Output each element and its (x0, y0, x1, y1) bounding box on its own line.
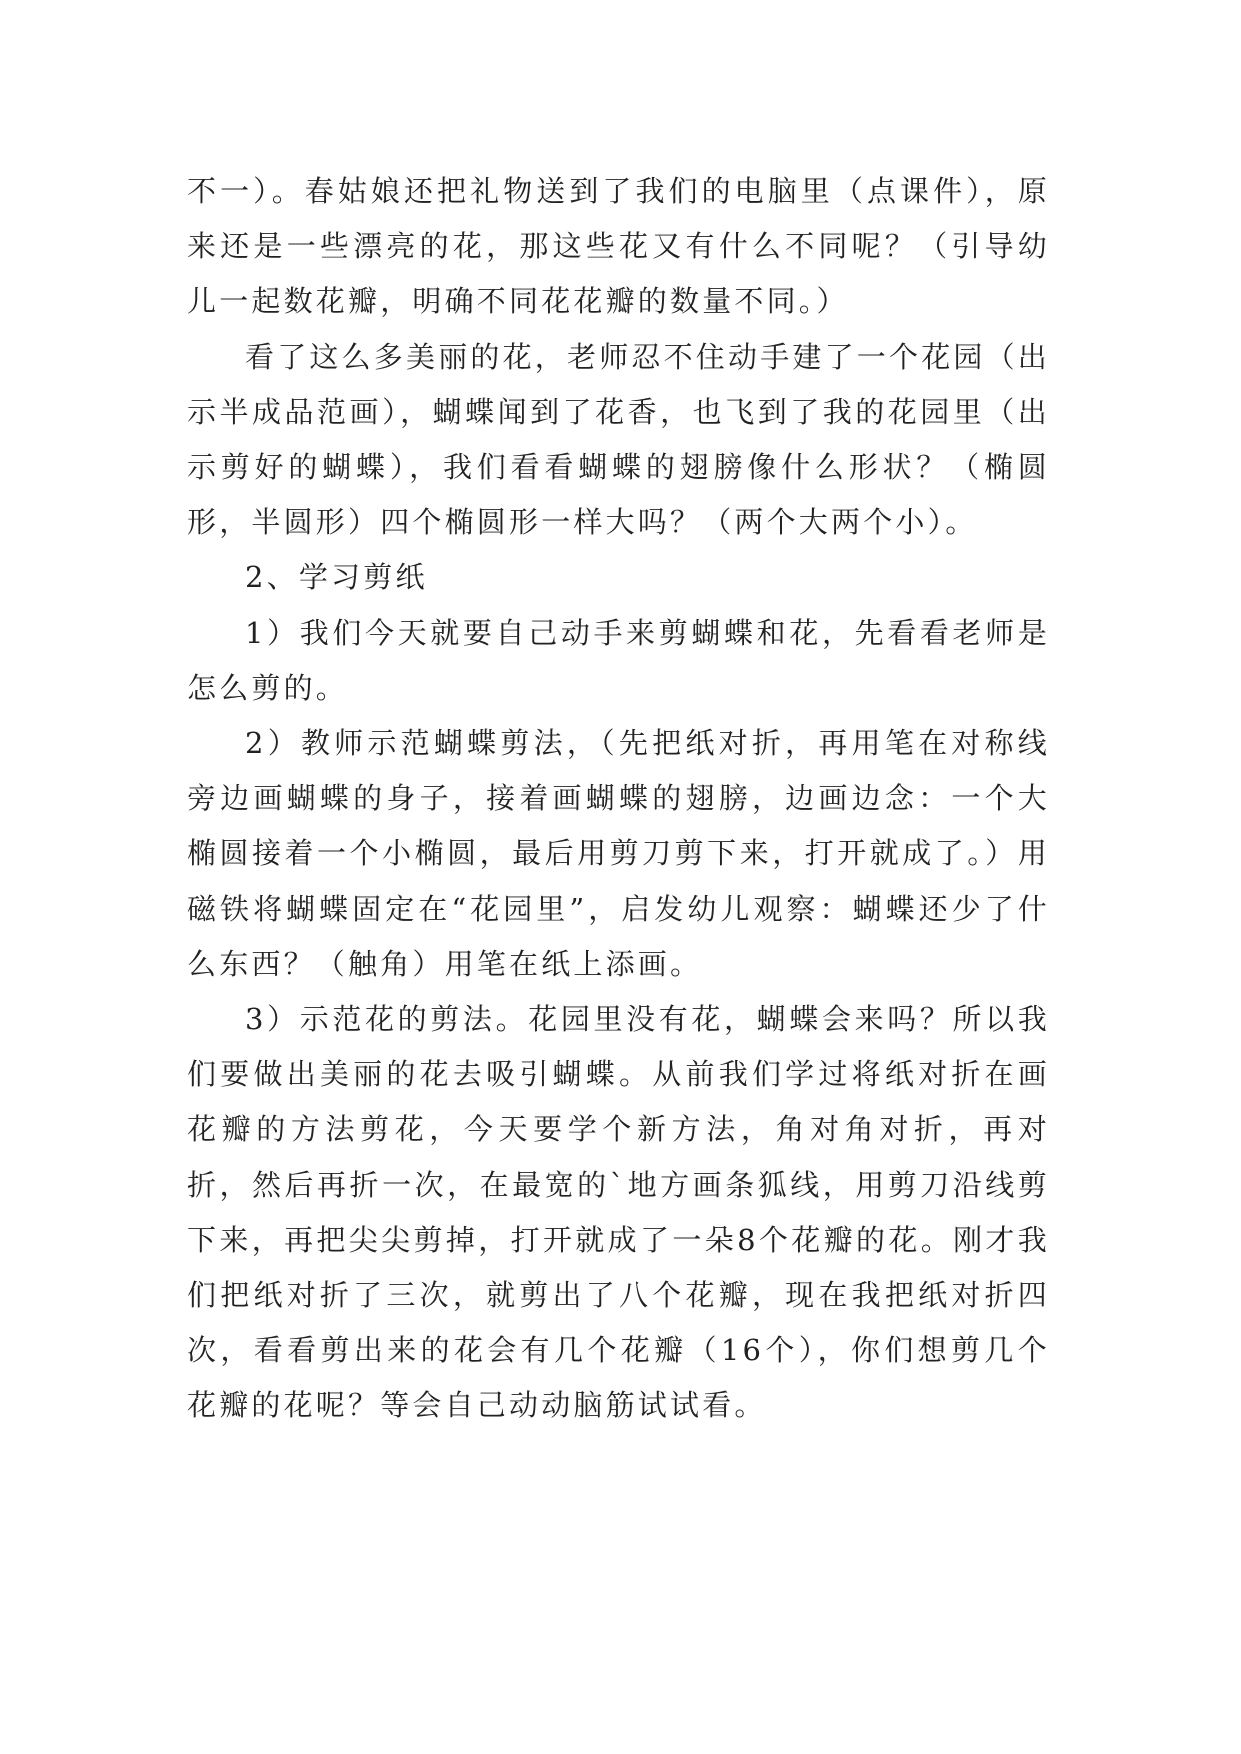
section-heading-paper-cutting: 2、学习剪纸 (245, 560, 428, 595)
paragraph-step-1: 1）我们今天就要自己动手来剪蝴蝶和花，先看看老师是怎么剪的。 (187, 615, 1050, 705)
paragraph-step-2: 2）教师示范蝴蝶剪法，（先把纸对折，再用笔在对称线旁边画蝴蝶的身子，接着画蝴蝶的翅膀，边画边念：一个大椭圆接着一个小椭圆，最后用剪刀剪下来，打开就成了。）用磁铁将蝴蝶固定在“花园里”，启发幼儿观察：蝴蝶还少了什么东西？（触角）用笔在纸上添画。 (187, 726, 1050, 981)
paragraph-continuation: 不一）。春姑娘还把礼物送到了我们的电脑里（点课件），原来还是一些漂亮的花，那这些花又有什么不同呢？（引导幼儿一起数花瓣，明确不同花花瓣的数量不同。） (187, 174, 1050, 319)
paragraph-garden: 看了这么多美丽的花，老师忍不住动手建了一个花园（出示半成品范画），蝴蝶闻到了花香，也飞到了我的花园里（出示剪好的蝴蝶），我们看看蝴蝶的翅膀像什么形状？（椭圆形，半圆形）四个椭圆形一样大吗？（两个大两个小）。 (187, 339, 1051, 540)
paragraph-step-3: 3）示范花的剪法。花园里没有花，蝴蝶会来吗？所以我们要做出美丽的花去吸引蝴蝶。从前我们学过将纸对折在画花瓣的方法剪花，今天要学个新方法，角对角对折，再对折，然后再折一次，在最宽的`地方画条狐线，用剪刀沿线剪下来，再把尖尖剪掉，打开就成了一朵8个花瓣的花。刚才我们把纸对折了三次，就剪出了八个花瓣，现在我把纸对折四次，看看剪出来的花会有几个花瓣（16个），你们想剪几个花瓣的花呢？等会自己动动脑筋试试看。 (187, 1002, 1050, 1423)
document-body (187, 164, 1050, 1434)
